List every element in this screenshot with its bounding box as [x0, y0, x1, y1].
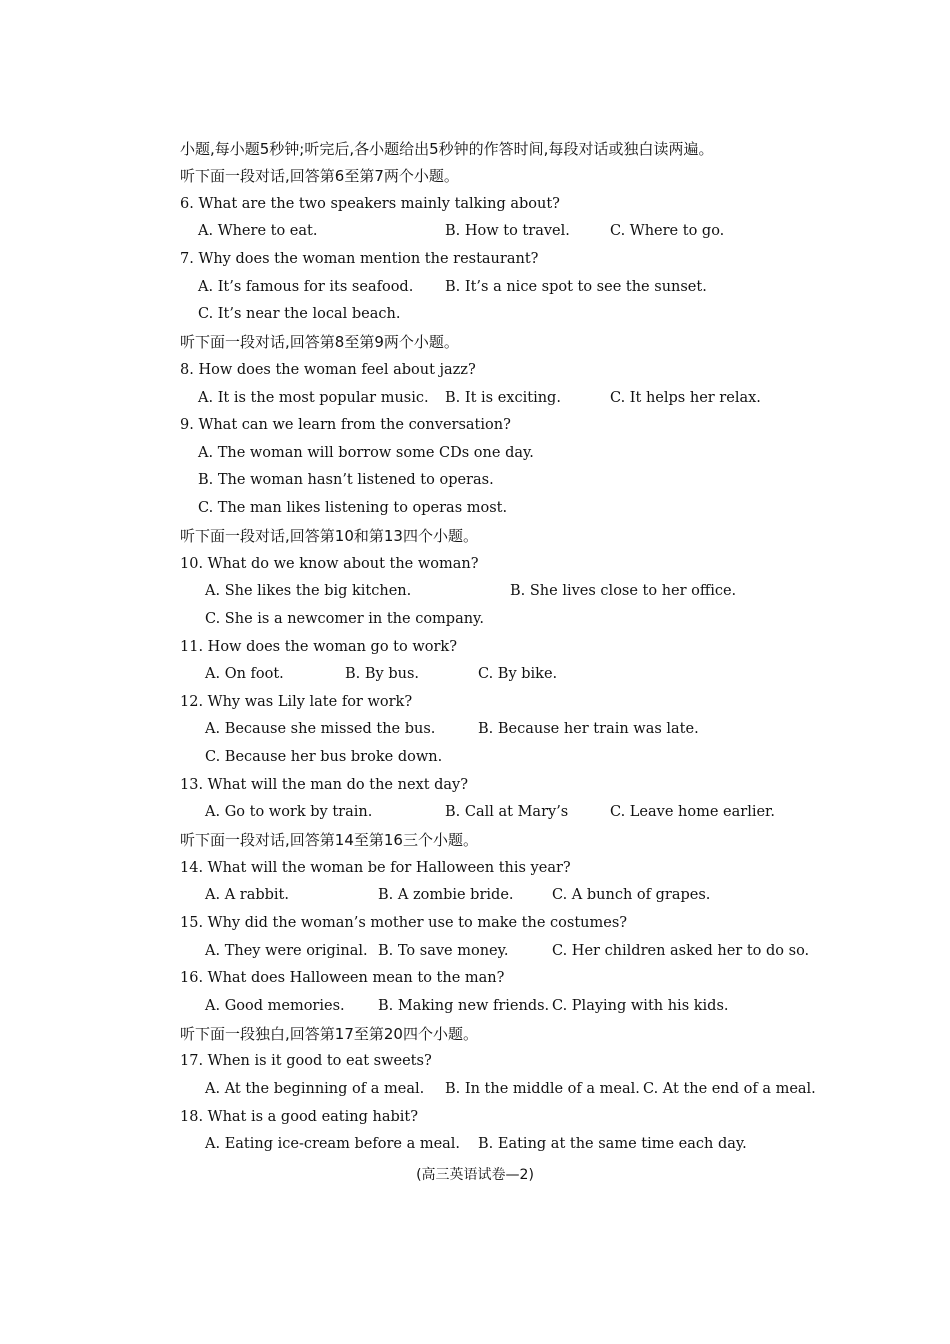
option-b: B. The woman hasn’t listened to operas.	[198, 472, 494, 488]
option-b: B. Making new friends.	[378, 998, 550, 1014]
option-c: C. Because her bus broke down.	[205, 749, 443, 765]
section-heading: 听下面一段对话,回答第14至第16三个小题。	[180, 831, 478, 849]
question-stem: 17. When is it good to eat sweets?	[180, 1053, 432, 1069]
option-c: C. Leave home earlier.	[610, 804, 776, 820]
question-stem: 10. What do we know about the woman?	[180, 556, 479, 572]
option-b: B. By bus.	[345, 666, 420, 682]
option-b: B. Eating at the same time each day.	[478, 1136, 747, 1152]
option-a: A. Eating ice-cream before a meal.	[205, 1136, 461, 1152]
page-footer: (高三英语试卷—2)	[416, 1167, 534, 1183]
option-c: C. It helps her relax.	[610, 390, 761, 406]
question-stem: 6. What are the two speakers mainly talking about?	[180, 196, 560, 212]
option-a: A. A rabbit.	[205, 887, 289, 903]
question-stem: 15. Why did the woman’s mother use to make the costumes?	[180, 915, 628, 931]
option-b: B. Call at Mary’s	[445, 804, 569, 820]
option-b: B. To save money.	[378, 943, 509, 959]
option-a: A. The woman will borrow some CDs one day.	[198, 445, 534, 461]
question-stem: 9. What can we learn from the conversation?	[180, 417, 511, 433]
option-b: B. A zombie bride.	[378, 887, 514, 903]
option-a: A. Because she missed the bus.	[205, 721, 436, 737]
option-a: A. They were original.	[205, 943, 368, 959]
question-stem: 14. What will the woman be for Halloween this year?	[180, 860, 571, 876]
section-heading: 听下面一段对话,回答第6至第7两个小题。	[180, 167, 459, 185]
option-c: C. It’s near the local beach.	[198, 306, 401, 322]
section-heading: 听下面一段独白,回答第17至第20四个小题。	[180, 1025, 478, 1043]
option-a: A. Where to eat.	[198, 223, 318, 239]
option-c: C. Playing with his kids.	[552, 998, 729, 1014]
option-a: A. It’s famous for its seafood.	[198, 279, 414, 295]
option-a: A. Go to work by train.	[205, 804, 373, 820]
option-c: C. A bunch of grapes.	[552, 887, 711, 903]
option-a: A. On foot.	[205, 666, 284, 682]
option-b: B. It’s a nice spot to see the sunset.	[445, 279, 707, 295]
question-stem: 12. Why was Lily late for work?	[180, 694, 413, 710]
section-heading: 听下面一段对话,回答第8至第9两个小题。	[180, 333, 459, 351]
question-stem: 16. What does Halloween mean to the man?	[180, 970, 505, 986]
question-stem: 8. How does the woman feel about jazz?	[180, 362, 476, 378]
option-c: C. The man likes listening to operas most.	[198, 500, 508, 516]
option-a: A. It is the most popular music.	[198, 390, 429, 406]
option-b: B. How to travel.	[445, 223, 570, 239]
option-b: B. It is exciting.	[445, 390, 561, 406]
option-c: C. Where to go.	[610, 223, 725, 239]
option-b: B. Because her train was late.	[478, 721, 699, 737]
option-a: A. At the beginning of a meal.	[205, 1081, 425, 1097]
option-b: B. She lives close to her office.	[510, 583, 737, 599]
option-b: B. In the middle of a meal.	[445, 1081, 640, 1097]
question-stem: 11. How does the woman go to work?	[180, 639, 457, 655]
question-stem: 18. What is a good eating habit?	[180, 1109, 418, 1125]
option-c: C. By bike.	[478, 666, 558, 682]
option-c: C. Her children asked her to do so.	[552, 943, 810, 959]
question-stem: 7. Why does the woman mention the restaurant?	[180, 251, 539, 267]
option-c: C. She is a newcomer in the company.	[205, 611, 484, 627]
option-a: A. She likes the big kitchen.	[205, 583, 412, 599]
option-a: A. Good memories.	[205, 998, 345, 1014]
option-c: C. At the end of a meal.	[643, 1081, 816, 1097]
question-stem: 13. What will the man do the next day?	[180, 777, 469, 793]
section-heading: 听下面一段对话,回答第10和第13四个小题。	[180, 527, 478, 545]
intro-line: 小题,每小题5秒钟;听完后,各小题给出5秒钟的作答时间,每段对话或独白读两遍。	[180, 140, 714, 158]
